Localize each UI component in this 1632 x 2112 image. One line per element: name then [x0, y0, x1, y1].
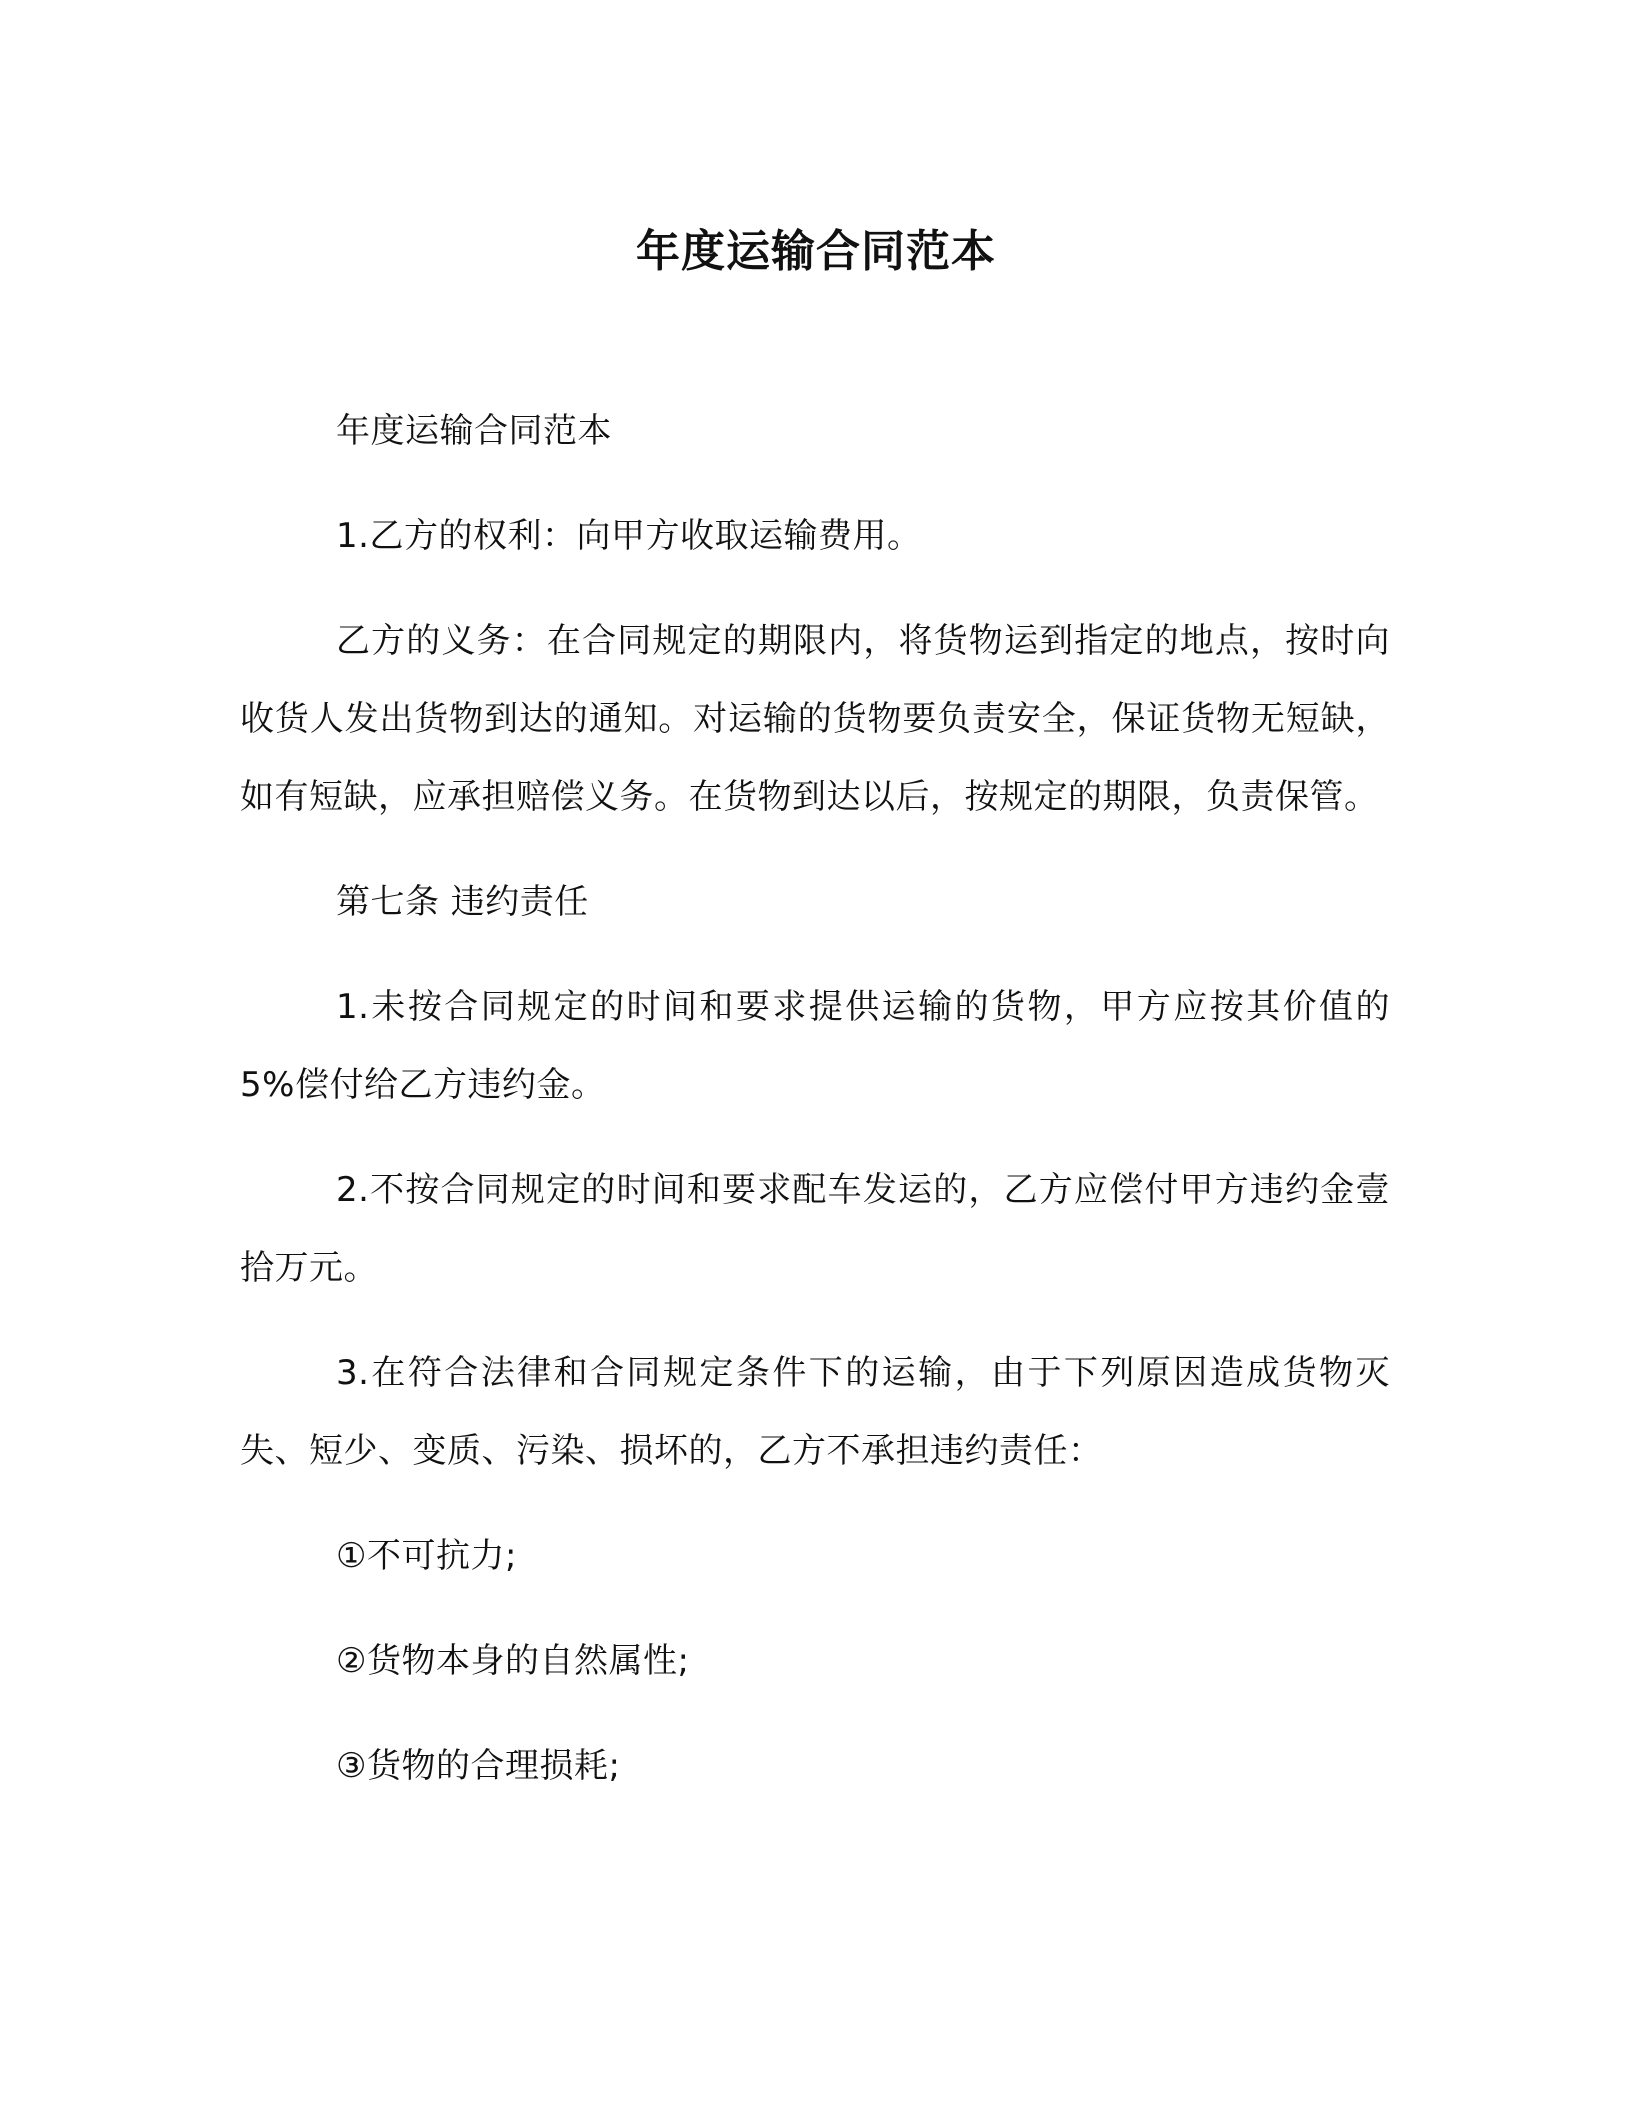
paragraph-heading-repeat: 年度运输合同范本 — [336, 411, 612, 451]
paragraph-breach-3: 3.在符合法律和合同规定条件下的运输，由于下列原因造成货物灭失、短少、变质、污染、损坏的，乙方不承担违约责任： — [240, 1353, 1390, 1471]
document-title: 年度运输合同范本 — [636, 226, 996, 277]
paragraph-breach-1: 1.未按合同规定的时间和要求提供运输的货物，甲方应按其价值的 5%偿付给乙方违约金。 — [240, 987, 1390, 1105]
paragraph-party-b-rights: 1.乙方的权利：向甲方收取运输费用。 — [336, 516, 922, 556]
paragraph-article-7-heading: 第七条 违约责任 — [336, 882, 589, 922]
document-body — [240, 392, 1390, 1832]
paragraph-breach-2: 2.不按合同规定的时间和要求配车发运的，乙方应偿付甲方违约金壹拾万元。 — [240, 1170, 1390, 1288]
paragraph-party-b-obligations: 乙方的义务：在合同规定的期限内，将货物运到指定的地点，按时向收货人发出货物到达的通知。对运输的货物要负责安全，保证货物无短缺，如有短缺，应承担赔偿义务。在货物到达以后，按规定的期限，负责保管。 — [240, 621, 1390, 817]
paragraph-exemption-1: ①不可抗力; — [336, 1536, 517, 1576]
paragraph-exemption-3: ③货物的合理损耗; — [336, 1746, 621, 1786]
paragraph-exemption-2: ②货物本身的自然属性; — [336, 1641, 690, 1681]
